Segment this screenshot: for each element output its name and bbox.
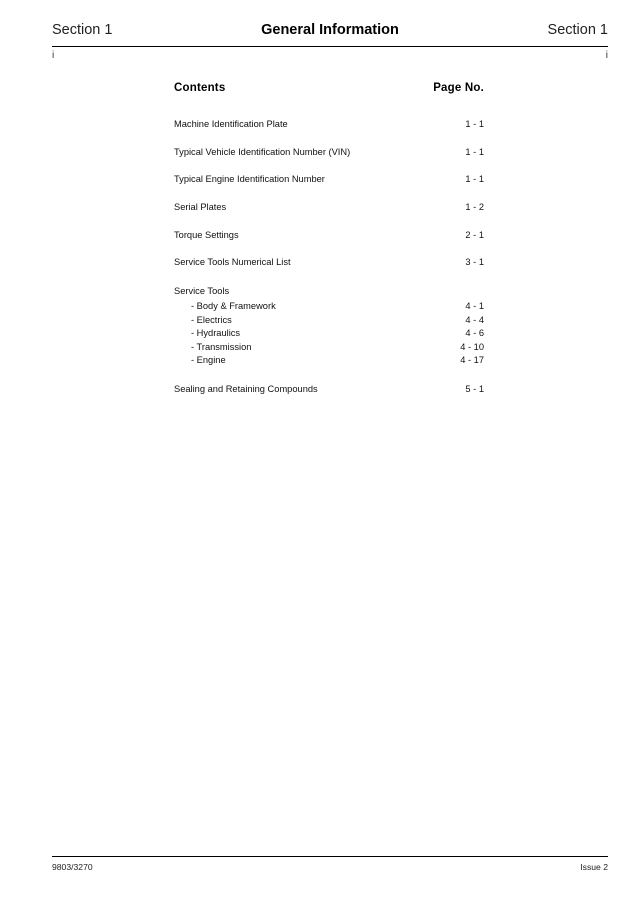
toc-entry[interactable] [174, 257, 484, 268]
contents-title: Contents [174, 82, 226, 94]
toc-subentry[interactable] [174, 327, 484, 340]
subheader-page-right: i [605, 50, 608, 61]
toc-entry-page: 1 - 1 [465, 146, 484, 157]
header-section-right: Section 1 [547, 22, 608, 38]
toc-subentry-page: 4 - 10 [460, 341, 484, 352]
footer-document-number: 9803/3270 [52, 862, 93, 872]
toc-subentry-page: 4 - 1 [465, 301, 484, 312]
toc-group-service-tools [174, 285, 484, 368]
toc-subentry-label: - Hydraulics [191, 328, 241, 339]
toc-subentry[interactable] [174, 300, 484, 313]
toc-entry-label: Typical Vehicle Identification Number (VIN) [174, 146, 351, 157]
toc-subentry-page: 4 - 17 [460, 355, 484, 366]
page-subheader [52, 50, 608, 61]
footer-divider [52, 856, 608, 857]
toc-entry-page: 1 - 1 [465, 119, 484, 129]
toc-entry-label: Machine Identification Plate [174, 119, 288, 129]
page-footer [52, 862, 608, 872]
toc-entry[interactable] [174, 147, 484, 158]
toc-subentry-label: - Electrics [191, 314, 232, 325]
contents-header-row [174, 82, 484, 94]
toc-entry[interactable] [174, 384, 484, 395]
contents-page-column-title: Page No. [433, 82, 484, 94]
page-header [52, 22, 608, 38]
toc-subentry[interactable] [174, 314, 484, 327]
toc-entry-label: Service Tools Numerical List [174, 257, 291, 268]
toc-entry-label: Serial Plates [174, 201, 227, 212]
toc-entry[interactable] [174, 230, 484, 241]
toc-subentry[interactable] [174, 354, 484, 367]
header-title: General Information [261, 22, 399, 38]
subheader-page-left: i [52, 50, 55, 61]
toc-subentry-label: - Transmission [191, 341, 252, 352]
toc-entry-label: Typical Engine Identification Number [174, 174, 325, 185]
toc-entry-label: Torque Settings [174, 229, 239, 240]
toc-entry-page: 5 - 1 [465, 384, 484, 395]
table-of-contents [174, 82, 484, 412]
toc-subentry-page: 4 - 6 [465, 328, 484, 339]
toc-subentry-label: - Body & Framework [191, 301, 276, 312]
toc-entry-page: 1 - 1 [465, 174, 484, 185]
footer-issue: Issue 2 [580, 862, 608, 872]
toc-group-title: Service Tools [174, 285, 230, 296]
toc-entry-page: 3 - 1 [465, 257, 484, 268]
header-divider [52, 46, 608, 47]
toc-entry[interactable] [174, 119, 484, 130]
toc-entry-label: Sealing and Retaining Compounds [174, 384, 318, 395]
toc-entry-page: 2 - 1 [465, 229, 484, 240]
toc-subentry-page: 4 - 4 [465, 314, 484, 325]
toc-entry[interactable] [174, 174, 484, 185]
toc-subentry-label: - Engine [191, 355, 226, 366]
toc-entry-page: 1 - 2 [465, 201, 484, 212]
header-section-left: Section 1 [52, 22, 113, 38]
toc-subentry[interactable] [174, 341, 484, 354]
toc-entry[interactable] [174, 202, 484, 213]
